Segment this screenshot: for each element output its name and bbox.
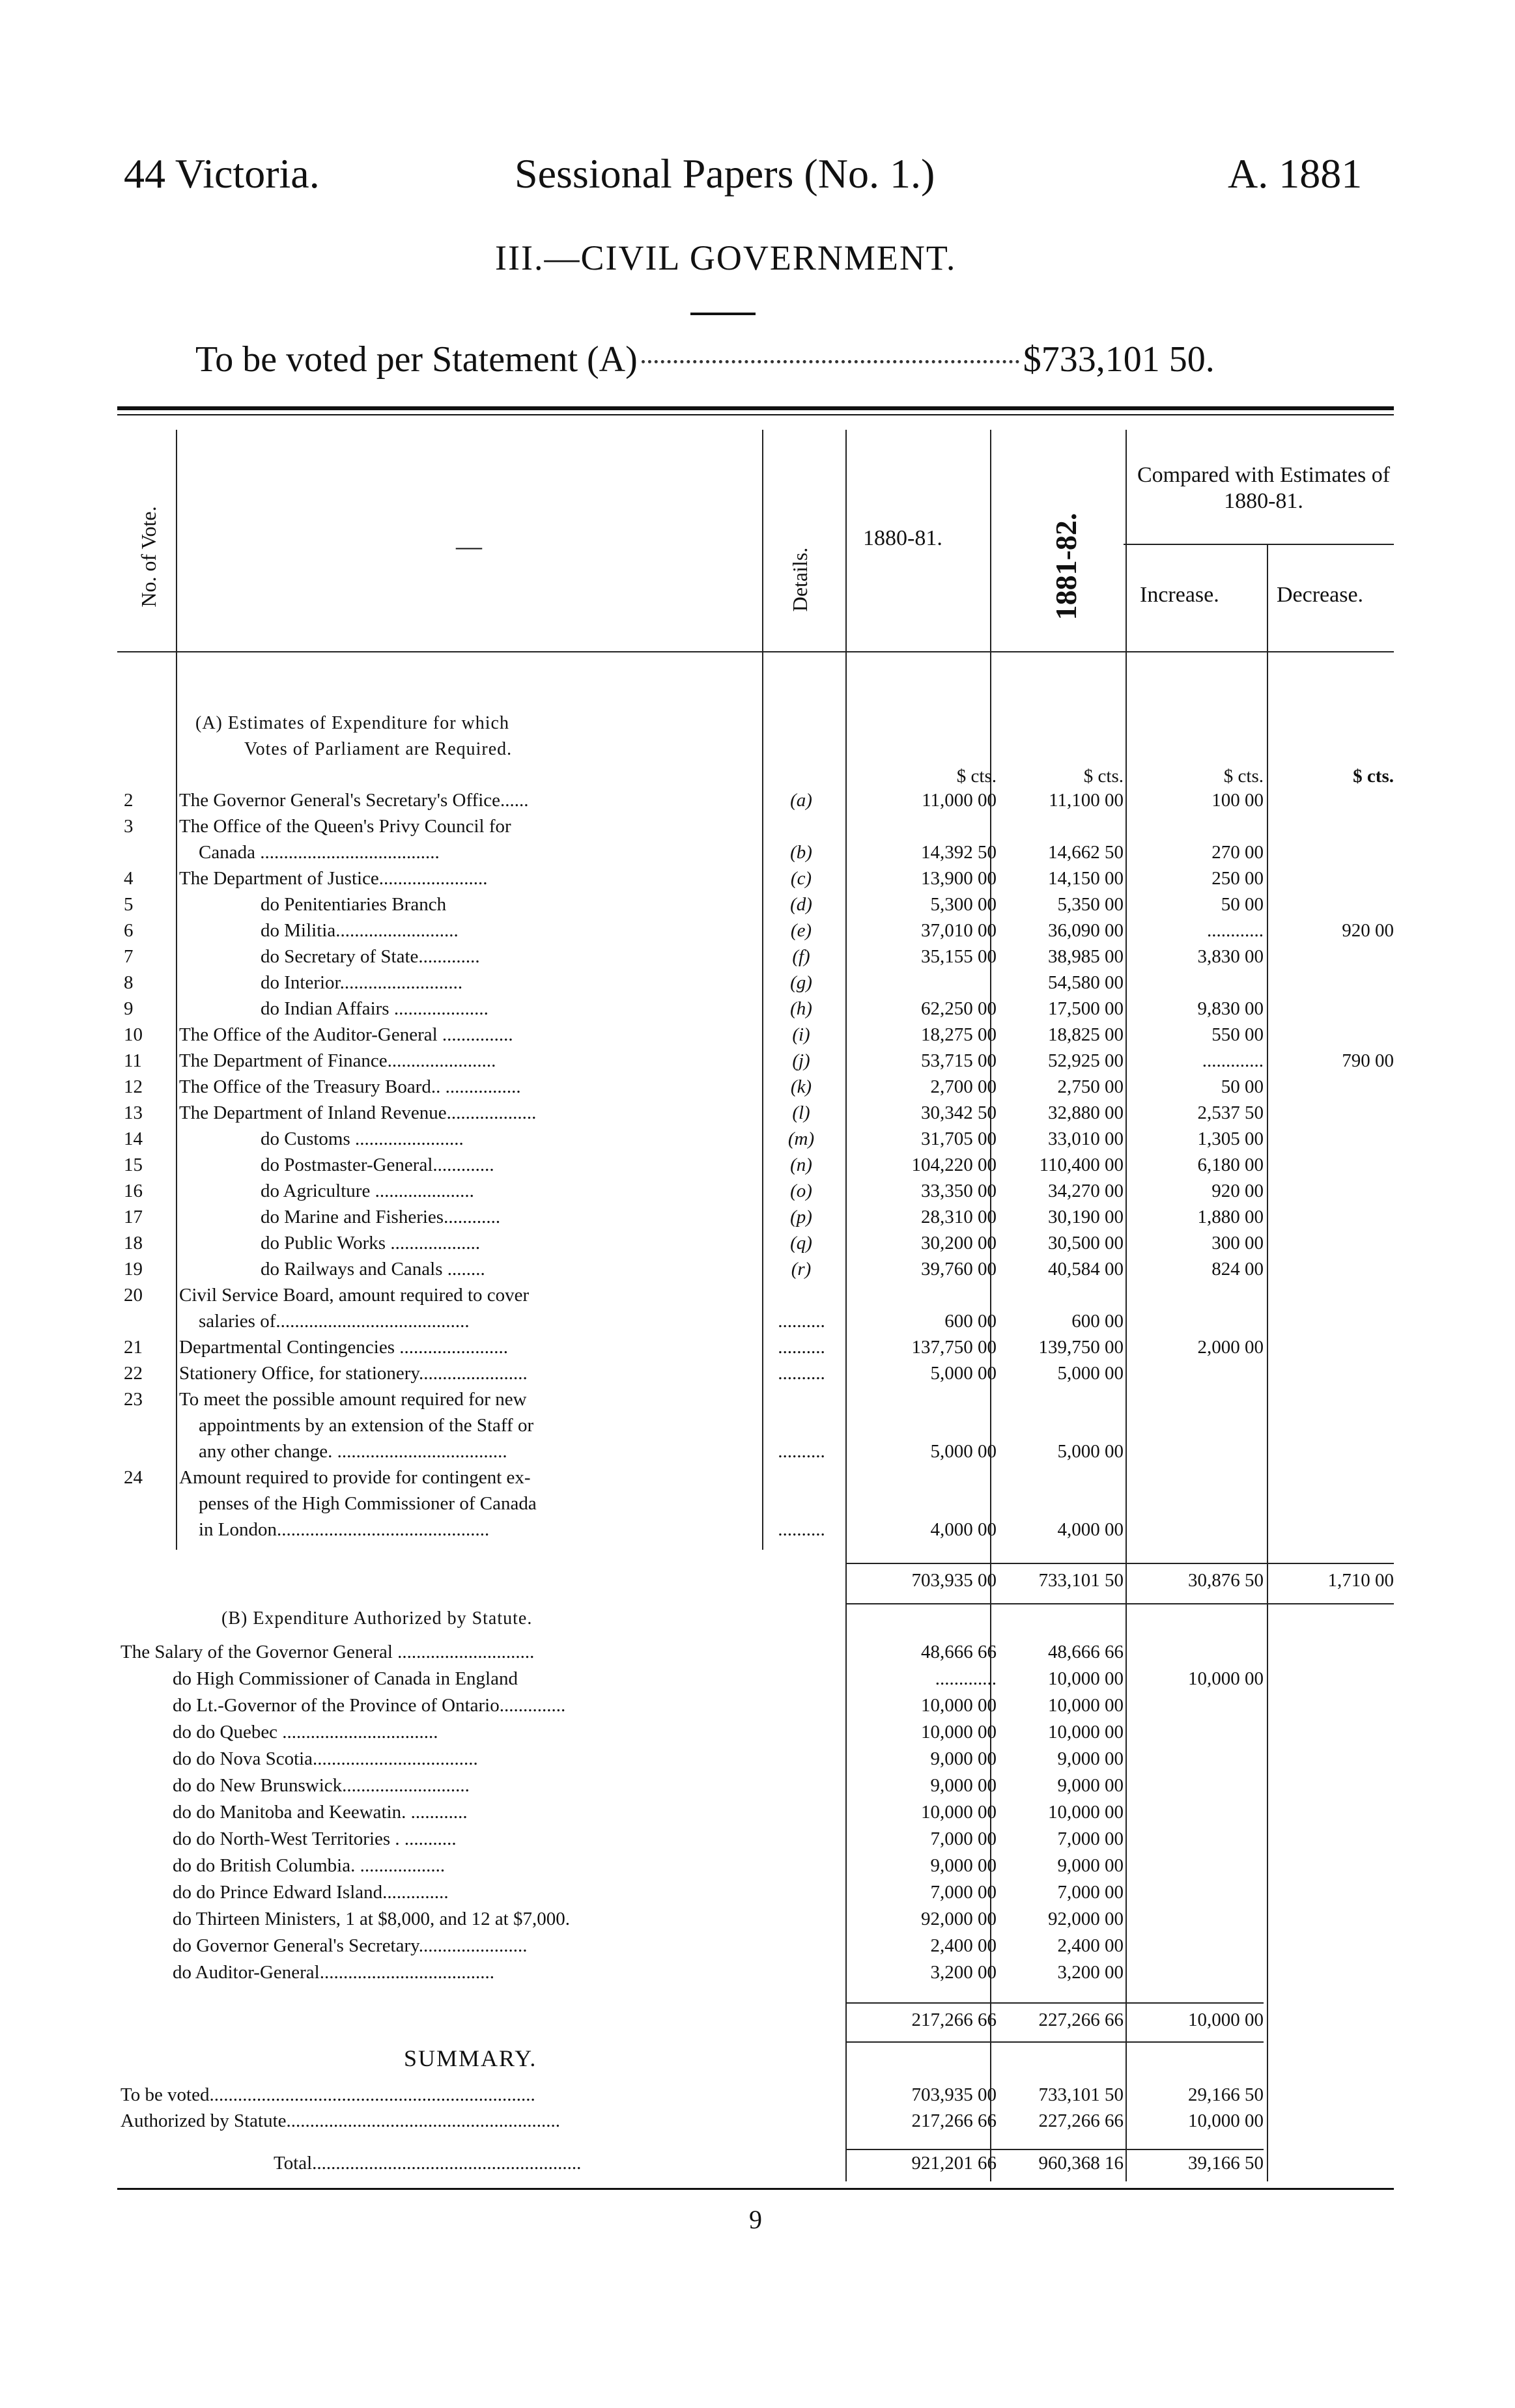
table-row [0, 1206, 1515, 1228]
row-description: do Marine and Fisheries............ [261, 1207, 501, 1227]
units-v1: $ cts. [956, 766, 997, 787]
value-increase: 50 00 [1221, 1076, 1264, 1097]
statute-description: do do New Brunswick........................... [173, 1775, 470, 1796]
statute-description: do do Manitoba and Keewatin. ............ [173, 1802, 468, 1823]
value-1880-81: 92,000 00 [921, 1909, 997, 1929]
table-row [0, 1050, 1515, 1072]
vote-number: 2 [124, 790, 134, 811]
total-b-inc: 10,000 00 [1188, 2009, 1264, 2030]
row-description: do Public Works ................... [261, 1233, 481, 1253]
row-description: The Department of Justice....................... [179, 868, 488, 889]
details-ref: (n) [790, 1155, 812, 1175]
value-1880-81: 217,266 66 [911, 2110, 997, 2131]
section-a-heading-2: Votes of Parliament are Required. [244, 739, 513, 759]
value-1881-82: 36,090 00 [1048, 920, 1124, 941]
value-1881-82: 33,010 00 [1048, 1128, 1124, 1149]
value-1880-81: 4,000 00 [930, 1519, 997, 1540]
value-1880-81: 31,705 00 [921, 1128, 997, 1149]
header-papers: Sessional Papers (No. 1.) [515, 150, 935, 197]
row-description: To meet the possible amount required for new [179, 1389, 527, 1410]
table-row [0, 1102, 1515, 1124]
value-decrease: 920 00 [1342, 920, 1394, 941]
value-1880-81: 600 00 [944, 1311, 997, 1332]
value-1881-82: 48,666 66 [1048, 1642, 1124, 1662]
table-row [0, 1440, 1515, 1463]
value-1880-81: 2,400 00 [930, 1935, 997, 1956]
value-1880-81: 7,000 00 [930, 1828, 997, 1849]
row-description: Amount required to provide for contingent ex- [179, 1467, 531, 1488]
vote-number: 13 [124, 1102, 143, 1123]
details-ref: (h) [790, 998, 812, 1019]
value-1880-81: 10,000 00 [921, 1722, 997, 1743]
statute-description: The Salary of the Governor General ............................. [120, 1642, 535, 1662]
table-row [0, 1961, 1515, 1983]
table-row [0, 1258, 1515, 1280]
to-be-voted-label: To be voted per Statement (A) [195, 339, 638, 380]
vote-number: 6 [124, 920, 134, 941]
summary-total-v2: 960,368 16 [1038, 2153, 1124, 2174]
value-1880-81: 9,000 00 [930, 1855, 997, 1876]
table-row [0, 1154, 1515, 1176]
table-row [0, 1362, 1515, 1384]
to-be-voted-amount: $733,101 50. [1023, 339, 1215, 380]
section-a-total-rule [845, 1563, 1394, 1564]
col-header-compared [1137, 462, 1391, 514]
table-row [0, 893, 1515, 916]
value-increase: 6,180 00 [1197, 1155, 1264, 1175]
table-row [0, 841, 1515, 863]
row-description: any other change. .................................... [199, 1441, 507, 1462]
statute-description: do do Nova Scotia................................... [173, 1748, 478, 1769]
statute-description: do do British Columbia. .................. [173, 1855, 446, 1876]
leader-dots [642, 360, 1019, 363]
col-header-decrease: Decrease. [1277, 583, 1364, 607]
compared-underline [1124, 544, 1394, 545]
row-description: in London............................................. [199, 1519, 490, 1540]
table-top-rule [117, 406, 1394, 410]
title-rule [690, 313, 756, 315]
header-year: A. 1881 [1228, 150, 1363, 197]
details-ref: (k) [790, 1076, 812, 1097]
value-1881-82: 7,000 00 [1057, 1828, 1124, 1849]
value-1880-81: 10,000 00 [921, 1802, 997, 1823]
compared-label: Compared with Estimates of 1880-81. [1137, 463, 1391, 513]
table-row [0, 972, 1515, 994]
row-description: The Governor General's Secretary's Office...... [179, 790, 529, 811]
details-ref: (e) [790, 920, 812, 941]
total-b-v2: 227,266 66 [1038, 2009, 1124, 2030]
row-description: do Militia.......................... [261, 920, 459, 941]
details-ref: .......... [778, 1363, 826, 1384]
value-1881-82: 10,000 00 [1048, 1695, 1124, 1716]
value-1880-81: 2,700 00 [930, 1076, 997, 1097]
value-1880-81: 30,200 00 [921, 1233, 997, 1253]
value-1881-82: 52,925 00 [1048, 1050, 1124, 1071]
value-1881-82: 5,000 00 [1057, 1441, 1124, 1462]
table-row [0, 1881, 1515, 1903]
value-1881-82: 5,350 00 [1057, 894, 1124, 915]
value-increase: 2,537 50 [1197, 1102, 1264, 1123]
value-1880-81: 11,000 00 [922, 790, 997, 811]
table-row [0, 1694, 1515, 1716]
vote-number: 12 [124, 1076, 143, 1097]
statute-description: do do North-West Territories . ........... [173, 1828, 457, 1849]
section-b-total-rule [845, 2002, 1264, 2004]
value-1881-82: 10,000 00 [1048, 1802, 1124, 1823]
table-row [0, 1774, 1515, 1797]
value-increase: 10,000 00 [1188, 1668, 1264, 1689]
section-title: III.—CIVIL GOVERNMENT. [495, 238, 957, 277]
total-a-dec: 1,710 00 [1327, 1570, 1394, 1591]
details-ref: (q) [790, 1233, 812, 1253]
details-ref: (o) [790, 1181, 812, 1201]
value-1881-82: 9,000 00 [1057, 1748, 1124, 1769]
value-1880-81: 18,275 00 [921, 1024, 997, 1045]
value-increase: 920 00 [1211, 1181, 1264, 1201]
value-increase: 9,830 00 [1197, 998, 1264, 1019]
details-ref: .......... [778, 1441, 826, 1462]
value-increase: 250 00 [1211, 868, 1264, 889]
units-v2: $ cts. [1083, 766, 1124, 787]
table-row [0, 1336, 1515, 1358]
table-row [0, 1828, 1515, 1850]
table-row [0, 1668, 1515, 1690]
summary-total-rule [845, 2149, 1264, 2150]
value-1881-82: 30,190 00 [1048, 1207, 1124, 1227]
value-1881-82: 3,200 00 [1057, 1962, 1124, 1983]
value-1881-82: 18,825 00 [1048, 1024, 1124, 1045]
col-header-desc: — [456, 531, 482, 561]
units-inc: $ cts. [1223, 766, 1264, 787]
value-1880-81: 3,200 00 [930, 1962, 997, 1983]
value-increase: 10,000 00 [1188, 2110, 1264, 2131]
total-a-v2: 733,101 50 [1038, 1570, 1124, 1591]
table-row [0, 1284, 1515, 1306]
row-description: do Secretary of State............. [261, 946, 480, 967]
col-header-details: Details. [788, 547, 812, 612]
details-ref: (l) [792, 1102, 810, 1123]
value-increase: 270 00 [1211, 842, 1264, 863]
section-a-total-row [0, 1569, 1515, 1591]
table-row [0, 919, 1515, 942]
summary-total-inc: 39,166 50 [1188, 2153, 1264, 2174]
total-a-v1: 703,935 00 [911, 1570, 997, 1591]
header-session: 44 Victoria. [124, 150, 320, 197]
row-description: do Indian Affairs .................... [261, 998, 488, 1019]
details-ref: .......... [778, 1311, 826, 1332]
vote-number: 7 [124, 946, 134, 967]
row-description: Stationery Office, for stationery....................... [179, 1363, 528, 1384]
value-1881-82: 54,580 00 [1048, 972, 1124, 993]
row-description: do Customs ....................... [261, 1128, 464, 1149]
value-1880-81: 13,900 00 [921, 868, 997, 889]
value-1880-81: 9,000 00 [930, 1748, 997, 1769]
table-row [0, 1801, 1515, 1823]
value-1881-82: 17,500 00 [1048, 998, 1124, 1019]
value-1880-81: 62,250 00 [921, 998, 997, 1019]
vote-number: 19 [124, 1259, 143, 1280]
vote-number: 16 [124, 1181, 143, 1201]
col-header-increase: Increase. [1140, 583, 1219, 607]
value-1881-82: 14,662 50 [1048, 842, 1124, 863]
details-ref: (d) [790, 894, 812, 915]
value-increase: 1,880 00 [1197, 1207, 1264, 1227]
value-increase: ............ [1207, 920, 1264, 941]
page-number: 9 [749, 2205, 762, 2234]
value-1880-81: 9,000 00 [930, 1775, 997, 1796]
value-1880-81: 48,666 66 [921, 1642, 997, 1662]
table-row [0, 1128, 1515, 1150]
value-increase: 550 00 [1211, 1024, 1264, 1045]
value-increase: 3,830 00 [1197, 946, 1264, 967]
section-a-heading-1: (A) Estimates of Expenditure for which [195, 713, 509, 733]
row-description: The Office of the Queen's Privy Council for [179, 816, 511, 837]
summary-description: To be voted..................................................................... [120, 2084, 535, 2105]
value-1881-82: 40,584 00 [1048, 1259, 1124, 1280]
value-increase: 1,305 00 [1197, 1128, 1264, 1149]
row-description: appointments by an extension of the Staff or [199, 1415, 534, 1436]
table-row [0, 1310, 1515, 1332]
summary-total-row [0, 2152, 1515, 2174]
row-description: do Agriculture ..................... [261, 1181, 474, 1201]
table-row [0, 1024, 1515, 1046]
vote-number: 3 [124, 816, 134, 837]
statute-description: do Thirteen Ministers, 1 at $8,000, and 12 at $7,000. [173, 1909, 570, 1929]
value-increase: 100 00 [1211, 790, 1264, 811]
details-ref: (i) [792, 1024, 810, 1045]
table-row [0, 1855, 1515, 1877]
value-1880-81: 30,342 50 [921, 1102, 997, 1123]
value-increase: 300 00 [1211, 1233, 1264, 1253]
value-1881-82: 7,000 00 [1057, 1882, 1124, 1903]
value-1881-82: 10,000 00 [1048, 1722, 1124, 1743]
row-description: Departmental Contingencies ....................... [179, 1337, 508, 1358]
details-ref: (j) [792, 1050, 810, 1071]
page-bottom-rule [117, 2188, 1394, 2190]
vote-number: 22 [124, 1363, 143, 1384]
summary-row [0, 2084, 1515, 2106]
vote-number: 24 [124, 1467, 143, 1488]
table-row [0, 1519, 1515, 1541]
value-1881-82: 10,000 00 [1048, 1668, 1124, 1689]
value-1881-82: 5,000 00 [1057, 1363, 1124, 1384]
value-1881-82: 733,101 50 [1038, 2084, 1124, 2105]
value-1881-82: 2,750 00 [1057, 1076, 1124, 1097]
value-1881-82: 14,150 00 [1048, 868, 1124, 889]
value-1880-81: 37,010 00 [921, 920, 997, 941]
header-bottom-rule [117, 651, 1394, 652]
vote-number: 8 [124, 972, 134, 993]
row-description: penses of the High Commissioner of Canada [199, 1493, 537, 1514]
table-row [0, 1721, 1515, 1743]
col-header-1881-82: 1881-82. [1049, 512, 1083, 621]
value-1881-82: 600 00 [1071, 1311, 1124, 1332]
vote-number: 17 [124, 1207, 143, 1227]
to-be-voted-line [195, 339, 1215, 380]
table-row [0, 1180, 1515, 1202]
details-ref: .......... [778, 1337, 826, 1358]
row-description: do Postmaster-General............. [261, 1155, 494, 1175]
value-increase: 2,000 00 [1197, 1337, 1264, 1358]
row-description: do Penitentiaries Branch [261, 894, 447, 915]
summary-total-desc: Total......................................................... [274, 2153, 582, 2174]
table-row [0, 1748, 1515, 1770]
row-description: The Office of the Treasury Board.. ................ [179, 1076, 521, 1097]
value-1881-82: 4,000 00 [1057, 1519, 1124, 1540]
details-ref: (c) [790, 868, 812, 889]
value-1880-81: 10,000 00 [921, 1695, 997, 1716]
value-increase: 824 00 [1211, 1259, 1264, 1280]
value-1881-82: 38,985 00 [1048, 946, 1124, 967]
section-b-heading: (B) Expenditure Authorized by Statute. [221, 1608, 533, 1629]
row-description: do Railways and Canals ........ [261, 1259, 485, 1280]
value-1880-81: 5,000 00 [930, 1441, 997, 1462]
vote-number: 9 [124, 998, 134, 1019]
value-1881-82: 139,750 00 [1038, 1337, 1124, 1358]
value-1880-81: 33,350 00 [921, 1181, 997, 1201]
statute-description: do Governor General's Secretary....................... [173, 1935, 528, 1956]
table-row [0, 1076, 1515, 1098]
table-row [0, 1641, 1515, 1663]
total-a-inc: 30,876 50 [1188, 1570, 1264, 1591]
section-b-total-row [0, 2009, 1515, 2031]
row-description: The Department of Finance....................... [179, 1050, 496, 1071]
table-row [0, 1908, 1515, 1930]
vote-number: 18 [124, 1233, 143, 1253]
table-top-rule-thin [117, 414, 1394, 415]
value-1881-82: 9,000 00 [1057, 1855, 1124, 1876]
value-1881-82: 9,000 00 [1057, 1775, 1124, 1796]
value-1880-81: 35,155 00 [921, 946, 997, 967]
statute-description: do High Commissioner of Canada in England [173, 1668, 518, 1689]
section-b-total-underline [845, 2041, 1264, 2043]
details-ref: .......... [778, 1519, 826, 1540]
details-ref: (r) [791, 1259, 812, 1280]
table-row [0, 1492, 1515, 1515]
value-1881-82: 11,100 00 [1049, 790, 1124, 811]
value-1881-82: 32,880 00 [1048, 1102, 1124, 1123]
summary-total-v1: 921,201 66 [911, 2153, 997, 2174]
table-row [0, 998, 1515, 1020]
vote-number: 11 [124, 1050, 142, 1071]
value-1880-81: 5,300 00 [930, 894, 997, 915]
vote-number: 5 [124, 894, 134, 915]
table-row [0, 789, 1515, 811]
units-row [0, 765, 1515, 787]
details-ref: (a) [790, 790, 812, 811]
value-1881-82: 227,266 66 [1038, 2110, 1124, 2131]
value-1881-82: 110,400 00 [1039, 1155, 1124, 1175]
table-row [0, 815, 1515, 837]
units-dec: $ cts. [1353, 766, 1394, 787]
value-1881-82: 2,400 00 [1057, 1935, 1124, 1956]
table-row [0, 1388, 1515, 1410]
col-header-1880-81: 1880-81. [863, 526, 942, 550]
details-ref: (f) [792, 946, 810, 967]
value-1880-81: 104,220 00 [911, 1155, 997, 1175]
table-row [0, 1414, 1515, 1436]
summary-row [0, 2110, 1515, 2132]
vote-number: 21 [124, 1337, 143, 1358]
vote-number: 10 [124, 1024, 143, 1045]
vote-number: 20 [124, 1285, 143, 1306]
vote-number: 4 [124, 868, 134, 889]
total-b-v1: 217,266 66 [911, 2009, 997, 2030]
value-1880-81: 28,310 00 [921, 1207, 997, 1227]
value-increase: 29,166 50 [1188, 2084, 1264, 2105]
value-decrease: 790 00 [1342, 1050, 1394, 1071]
statute-description: do Auditor-General..................................... [173, 1962, 494, 1983]
value-1880-81: 53,715 00 [921, 1050, 997, 1071]
value-1880-81: 5,000 00 [930, 1363, 997, 1384]
details-ref: (m) [787, 1128, 815, 1149]
statute-description: do Lt.-Governor of the Province of Ontario.............. [173, 1695, 566, 1716]
section-a-total-underline [845, 1603, 1394, 1604]
col-header-no-of-vote: No. of Vote. [137, 506, 160, 608]
vote-number: 15 [124, 1155, 143, 1175]
row-description: Canada ...................................... [199, 842, 440, 863]
row-description: The Department of Inland Revenue................... [179, 1102, 537, 1123]
value-increase: 50 00 [1221, 894, 1264, 915]
summary-title: SUMMARY. [404, 2045, 537, 2071]
table-row [0, 945, 1515, 968]
value-1880-81: 703,935 00 [911, 2084, 997, 2105]
vote-number: 14 [124, 1128, 143, 1149]
vote-number: 23 [124, 1389, 143, 1410]
details-ref: (b) [790, 842, 812, 863]
summary-description: Authorized by Statute.......................................................... [120, 2110, 561, 2131]
table-row [0, 867, 1515, 889]
value-1880-81: 137,750 00 [911, 1337, 997, 1358]
statute-description: do do Quebec ................................. [173, 1722, 438, 1743]
value-1881-82: 92,000 00 [1048, 1909, 1124, 1929]
details-ref: (g) [790, 972, 812, 993]
table-row [0, 1466, 1515, 1489]
row-description: salaries of......................................... [199, 1311, 470, 1332]
value-1880-81: ............. [935, 1668, 997, 1689]
details-ref: (p) [790, 1207, 812, 1227]
value-1880-81: 7,000 00 [930, 1882, 997, 1903]
row-description: do Interior.......................... [261, 972, 463, 993]
statute-description: do do Prince Edward Island.............. [173, 1882, 449, 1903]
value-increase: ............. [1202, 1050, 1264, 1071]
value-1881-82: 30,500 00 [1048, 1233, 1124, 1253]
table-row [0, 1935, 1515, 1957]
value-1881-82: 34,270 00 [1048, 1181, 1124, 1201]
row-description: Civil Service Board, amount required to cover [179, 1285, 530, 1306]
value-1880-81: 39,760 00 [921, 1259, 997, 1280]
row-description: The Office of the Auditor-General ............... [179, 1024, 513, 1045]
table-row [0, 1232, 1515, 1254]
value-1880-81: 14,392 50 [921, 842, 997, 863]
